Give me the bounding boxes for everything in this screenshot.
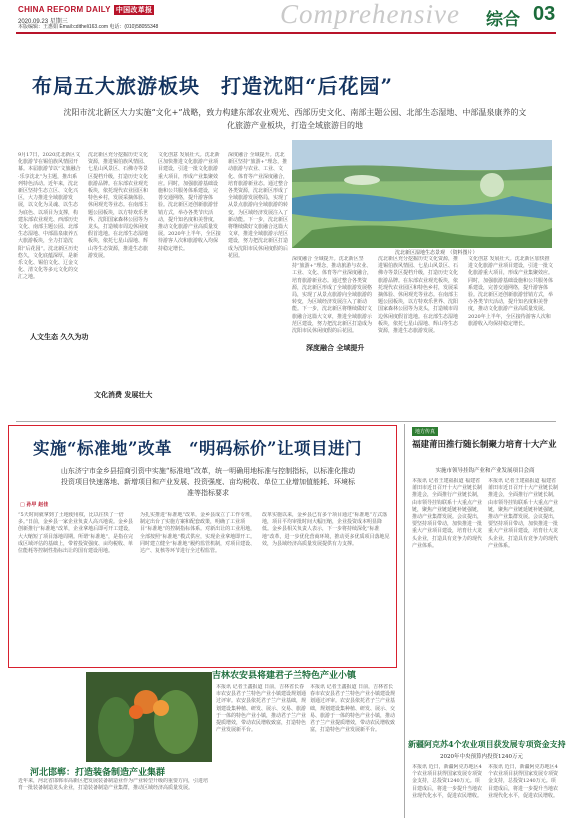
sidebar-subtitle: 实施市领导挂钩产业和产业发展项目会商 <box>435 468 535 474</box>
section-divider <box>16 421 556 422</box>
bottom-right-subtitle: 2020年中央预算内投资1240万元 <box>440 754 523 760</box>
lead-headline: 布局五大旅游板块 打造沈阳“后花园” <box>32 74 394 98</box>
lead-subhead-3: 文化消费 发展壮大 <box>94 390 153 399</box>
feature-column-2: 为扎实推进“标准地”改革，金乡县成立了工作专班，制定出台了实施方案和配套政策，明确了工业项目“标准地”的控制指标体系。对新出让的工业用地，全部按照“标准地”模式供应，实现企业拿地即开工。同时建立健全“标准地”履约监管机制，对项目建设、达产、复核等环节进行全过程监管。 <box>140 512 256 555</box>
mid-column-1: 本报讯 记者王鑫报道 日前，吉林省长春市农安县君子兰特色产业小镇建设规划通过评审。农安县依托君子兰产业基础，规划建设集种植、研发、展示、交易、旅游于一体的特色产业小镇，推动君子兰产业提质增效，带动农民增收致富，打造特色产业发展新平台。 <box>216 684 306 734</box>
editor-line: 本版编辑：王惠娟 Email:cditheli163.com 电话：(010)58055348 <box>18 24 159 30</box>
feature-byline: □ 孙甲 赵佳 <box>20 502 49 508</box>
lead-column-3: 文化创意 发展壮大。沈北新区加快推进文化旅游产业项目建设，引进一批文化旅游重大项目，形成产业集聚效应。同时，加强旅游基础设施和公共服务体系建设，完善交通网络，提升游客体验。沈北新区还创新旅游营销方式，举办各类节庆活动，提升知名度和美誉度，推动文化旅游产业高质量发展。2020年上半年，全区接待游客人次和旅游收入均保持稳定增长。 <box>158 152 221 252</box>
sidebar-tag: 地方传真 <box>412 427 438 436</box>
lead-column-2: 沈北新区充分挖掘历史文化资源，推进锡伯族风情园、七星山风景区、石佛寺等景区提档升级，打造历史文化旅游品牌。在东部农业观光板块，依托现代农业园区和特色乡村，发展采摘体验、休闲观光等业态。在南部主题公园板块，以方特欢乐世界、沈阳国家森林公园等为龙头，打造城市周边休闲度假首选地。在北部生态湿地板块，依托七星山湿地、辉山等生态资源，推进生态旅游发展。 <box>88 152 149 259</box>
header-rule <box>16 32 556 34</box>
brand-en: CHINA REFORM DAILY <box>18 5 111 14</box>
lead-deck: 沈阳市沈北新区大力实施“文化+”战略，致力构建东部农业观光、西部历史文化、南部主题公园、北部生态湿地、中部温泉康养的文化旅游产业板块，打造全域旅游目的地 <box>63 108 527 130</box>
lead-photo-caption: 沈北新区湿地生态景观 （资料图片） <box>395 250 478 256</box>
bottom-right-column-2: 本报讯 近日，新疆阿克苏地区4个农业项目获得国家发展专项资金支持，总投资1240万元。项目建成后，将进一步提升当地农业现代化水平，促进农民增收。 <box>488 764 558 799</box>
feature-column-3: 改革实施以来，金乡县已有多个项目通过“标准地”方式落地，项目平均审批时间大幅压缩，企业投资成本明显降低。金乡县相关负责人表示，下一步将持续深化“标准地”改革，进一步优化营商环境，推动更多优质项目落地见效，为县域经济高质量发展提供有力支撑。 <box>262 512 390 547</box>
orchid-image <box>86 672 212 762</box>
lead-column-6: 沈北新区充分挖掘历史文化资源，推进锡伯族风情园、七星山风景区、石佛寺等景区提档升级，打造历史文化旅游品牌。在东部农业观光板块，依托现代农业园区和特色乡村，发展采摘体验、休闲观光等业态。在南部主题公园板块，以方特欢乐世界、沈阳国家森林公园等为龙头，打造城市周边休闲度假首选地。在北部生态湿地板块，依托七星山湿地、辉山等生态资源，推进生态旅游发展。 <box>378 256 459 335</box>
lead-column-1: 9月17日，2020沈北新区文化旅游节在锡伯族风情园开幕。本届旅游节以“文旅融合·乐享沈北”为主题，推出系列特色活动。近年来，沈北新区坚持生态立区、文化兴区，大力推进全域旅游发展，以文化为灵魂、以生态为底色、以项目为支撑，构建东部农业观光、西部历史文化、南部主题公园、北部生态湿地、中部温泉康养五大旅游板块，全力打造沈阳“后花园”。沈北新区历史悠久，文化底蕴深厚，是新乐文化、锡伯文化、辽金文化、清文化等多元文化的交汇之地。 <box>18 152 81 281</box>
lead-subhead-1: 人文生态 久久为功 <box>30 332 89 341</box>
english-section-title: Comprehensive <box>280 0 460 29</box>
sidebar-rule <box>404 424 405 818</box>
bottom-right-headline: 新疆阿克苏4个农业项目获发展专项资金支持 <box>408 739 566 749</box>
lead-column-5: 深度融合 全域提升。沈北新区坚持“旅游+”理念，推动旅游与农业、工业、文化、体育等产业深度融合，培育旅游新业态。通过整合各类资源，沈北新区形成了全域旅游发展格局，实现了从景点旅游向全域旅游的转变，为区域经济发展注入了新动能。下一步，沈北新区将继续做好文旅融合这篇大文章，推进全域旅游示范区建设，努力把沈北新区打造成为沈阳市民休闲度假的后花园。 <box>292 256 372 335</box>
mid-photo <box>86 672 212 762</box>
section-name: 综合 <box>486 10 520 30</box>
mid-column-2: 本报讯 记者王鑫报道 日前，吉林省长春市农安县君子兰特色产业小镇建设规划通过评审。农安县依托君子兰产业基础，规划建设集种植、研发、展示、交易、旅游于一体的特色产业小镇，推动君子兰产业提质增效，带动农民增收致富，打造特色产业发展新平台。 <box>310 684 396 734</box>
feature-headline: 实施“标准地”改革 “明码标价”让项目进门 <box>33 439 362 458</box>
sidebar-column-1: 本报讯 记者王建福报道 福建省莆田市近日召开十大产业链长制推进会，全面推行产业链长制，由市领导挂钩联系十大重点产业链，聚焦产业链延链补链强链，推动产业集群发展。会议提出，要坚持项目带动，加快推进一批重大产业项目建设，培育壮大龙头企业，打造具有竞争力的现代产业体系。 <box>412 478 482 549</box>
masthead <box>0 0 572 32</box>
brand-cn: 中国改革报 <box>115 7 153 14</box>
mid-headline: 吉林农安县将建君子兰特色产业小镇 <box>212 671 357 681</box>
lead-column-4: 深度融合 全域提升。沈北新区坚持“旅游+”理念，推动旅游与农业、工业、文化、体育等产业深度融合，培育旅游新业态。通过整合各类资源，沈北新区形成了全域旅游发展格局，实现了从景点旅游向全域旅游的转变，为区域经济发展注入了新动能。下一步，沈北新区将继续做好文旅融合这篇大文章，推进全域旅游示范区建设，努力把沈北新区打造成为沈阳市民休闲度假的后花园。 <box>228 152 288 259</box>
lead-subhead-2: 深度融合 全域提升 <box>306 343 365 352</box>
bottom-right-column-1: 本报讯 近日，新疆阿克苏地区4个农业项目获得国家发展专项资金支持，总投资1240万元。项目建成后，将进一步提升当地农业现代化水平，促进农民增收。 <box>412 764 482 799</box>
lead-photo <box>292 140 552 248</box>
sidebar-column-2: 本报讯 记者王建福报道 福建省莆田市近日召开十大产业链长制推进会，全面推行产业链长制，由市领导挂钩联系十大重点产业链，聚焦产业链延链补链强链，推动产业集群发展。会议提出，要坚持项目带动，加快推进一批重大产业项目建设，培育壮大龙头企业，打造具有竞争力的现代产业体系。 <box>488 478 558 549</box>
bottom-left-column: 近年来，河北省邯郸市高新区把发展装备制造业作为产业转型升级的重要方向，引进培育一批装备制造龙头企业，打造装备制造产业集群，推动区域经济高质量发展。 <box>18 778 208 792</box>
bottom-left-headline: 河北邯郸：打造装备制造产业集群 <box>30 768 166 778</box>
feature-deck: 山东济宁市金乡县招商引资中实施“标准地”改革，统一明确用地标准与控制指标，以标准化推动投资项目快速落地、新增项目和产业发展、投资强度、亩均税收、单位工业增加值能耗、环境标准等指标要求 <box>60 467 356 497</box>
brand-logo <box>18 5 154 15</box>
wetland-aerial-image <box>292 140 552 248</box>
date-line: 2020.09.23 星期三 <box>18 19 68 25</box>
feature-column-1: “5天时间就拿到了土地使用权，比以往快了一倍多。”日前，金乡县一家企业负责人高兴地说。金乡县创新推行“标准地”改革，企业拿地后即可开工建设，大大缩短了项目落地周期。所谓“标准地”，是指在完成区域评估的基础上，带着投资强度、亩均税收、单位能耗等控制性指标出让的国有建设用地。 <box>18 512 134 555</box>
sidebar-headline: 福建莆田推行随长制聚力培育十大产业 <box>412 440 557 450</box>
lead-column-7: 文化创意 发展壮大。沈北新区加快推进文化旅游产业项目建设，引进一批文化旅游重大项目，形成产业集聚效应。同时，加强旅游基础设施和公共服务体系建设，完善交通网络，提升游客体验。沈北新区还创新旅游营销方式，举办各类节庆活动，提升知名度和美誉度，推动文化旅游产业高质量发展。2020年上半年，全区接待游客人次和旅游收入均保持稳定增长。 <box>468 256 554 327</box>
page-number: 03 <box>533 3 556 25</box>
